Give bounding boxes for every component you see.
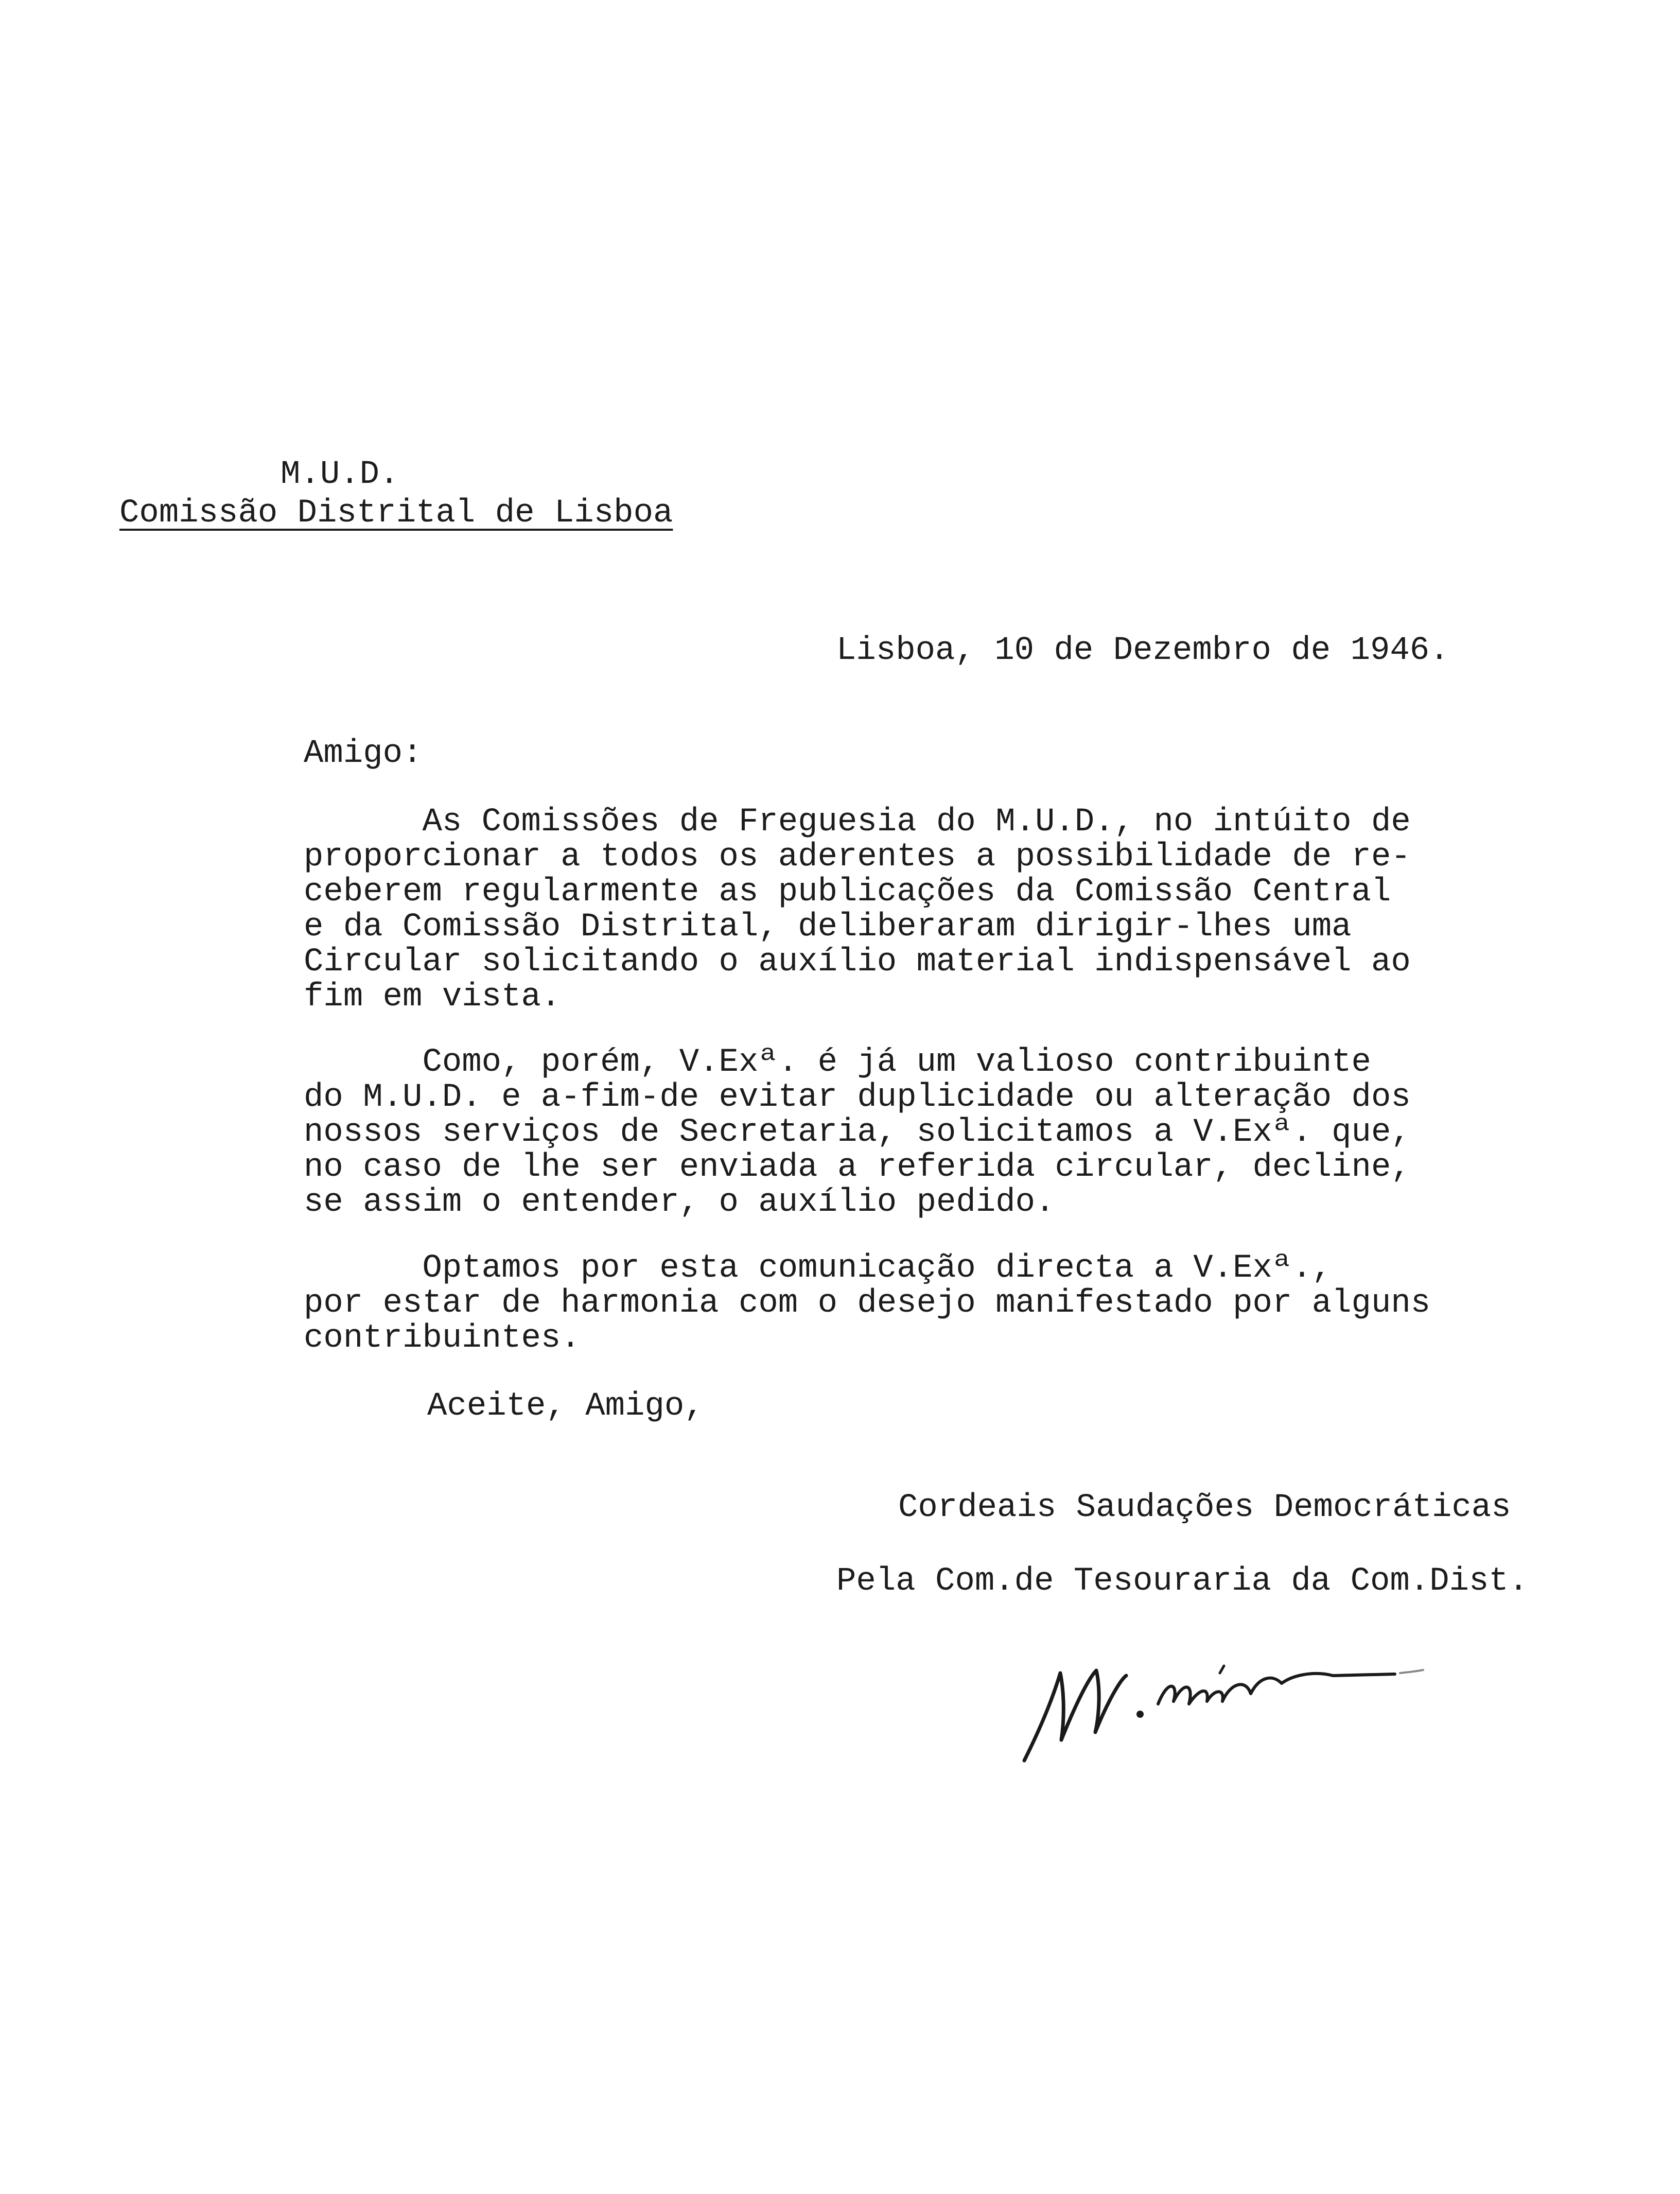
salutation: Amigo: xyxy=(304,735,423,772)
date-line: Lisboa, 10 de Dezembro de 1946. xyxy=(836,632,1449,669)
closing-line-1: Aceite, Amigo, xyxy=(427,1388,704,1425)
closing-line-2: Cordeais Saudações Democráticas xyxy=(898,1489,1511,1526)
paragraph-1: As Comissões de Freguesia do M.U.D., no intúito de proporcionar a todos os aderentes a possibilidade de re- ceberem regularmente as publicações da Comissão Central e da Comissão Distrital, deliberaram dirigir-lhes uma Circular solicitando o auxílio material indispensável ao fim em vista. xyxy=(304,804,1411,1016)
org-abbreviation: M.U.D. xyxy=(281,456,399,493)
paragraph-3: Optamos por esta comunicação directa a V.Exª., por estar de harmonia com o desejo manifestado por alguns contribuintes. xyxy=(304,1250,1431,1357)
handwritten-signature xyxy=(1004,1616,1426,1771)
closing-line-3: Pela Com.de Tesouraria da Com.Dist. xyxy=(836,1563,1529,1600)
org-name: Comissão Distrital de Lisboa xyxy=(119,495,673,532)
paragraph-2: Como, porém, V.Exª. é já um valioso contribuinte do M.U.D. e a-fim-de evitar duplicidade ou alteração dos nossos serviços de Secretaria, solicitamos a V.Exª. que, no caso de lhe ser enviada a referida circular, decline, se assim o entender, o auxílio pedido. xyxy=(304,1044,1411,1221)
